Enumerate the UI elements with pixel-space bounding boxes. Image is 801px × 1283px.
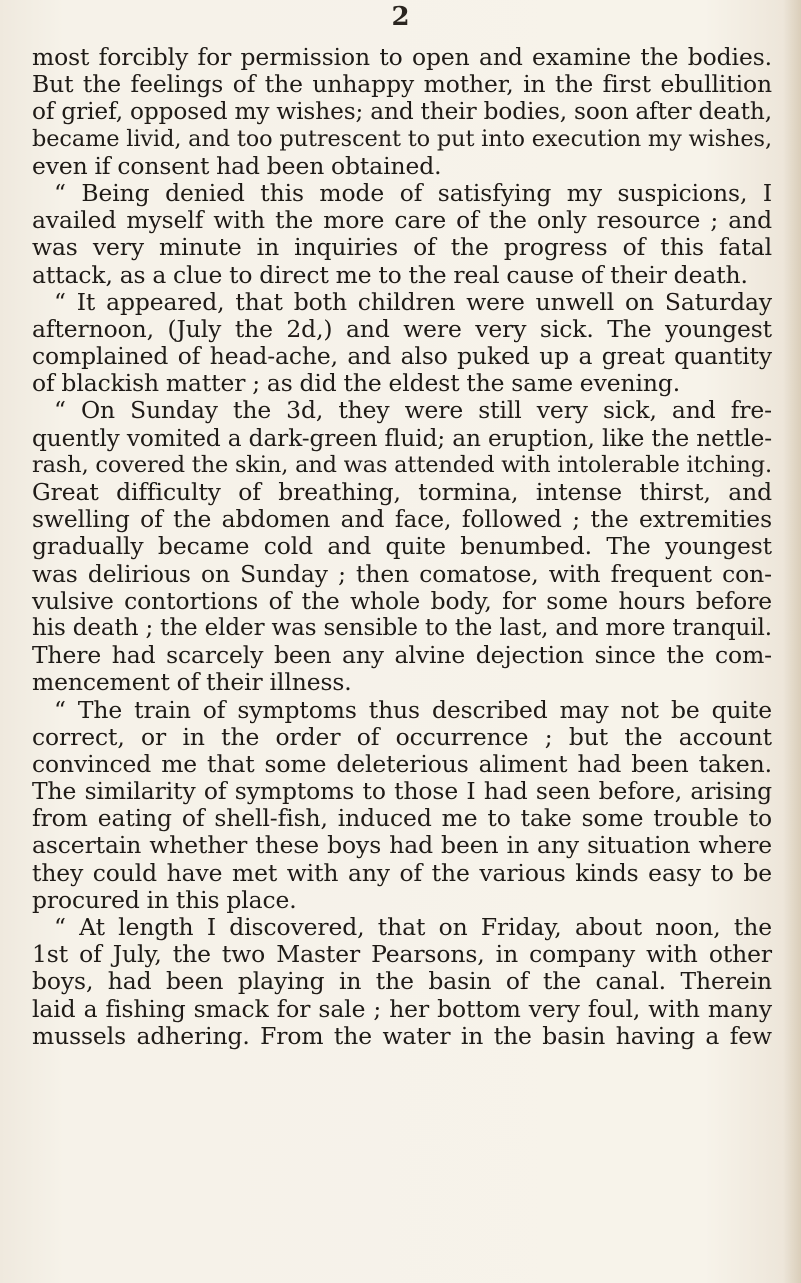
text-line: laid a fishing smack for sale ; her bottom very foul, with many (32, 994, 772, 1023)
text-line: they could have met with any of the various kinds easy to be (32, 858, 772, 887)
text-line: 1st of July, the two Master Pearsons, in company with other (32, 940, 772, 969)
text-line: convinced me that some deleterious aliment had been taken. (32, 749, 772, 778)
text-line: even if consent had been obtained. (32, 151, 442, 180)
text-line: availed myself with the more care of the only resource ; and (32, 206, 772, 235)
text-line: “ The train of symptoms thus described may not be quite (54, 695, 772, 724)
text-line: procured in this place. (32, 885, 297, 914)
text-line: rash, covered the skin, and was attended with intolerable itching. (32, 451, 772, 478)
text-line: ascertain whether these boys had been in any situation where (32, 831, 772, 860)
text-line: “ At length I discovered, that on Friday, about noon, the (54, 913, 772, 941)
body-text (32, 44, 772, 1050)
text-line: most forcibly for permission to open and examine the bodies. (32, 43, 772, 71)
text-line: But the feelings of the unhappy mother, in the first ebullition (32, 70, 772, 99)
text-line: “ Being denied this mode of satisfying my suspicions, I (54, 178, 772, 207)
text-line: boys, had been playing in the basin of the canal. Therein (32, 967, 772, 996)
text-line: mencement of their illness. (32, 668, 352, 697)
text-line: gradually became cold and quite benumbed. The youngest (32, 532, 772, 561)
text-line: attack, as a clue to direct me to the real cause of their death. (32, 260, 748, 289)
text-line: of grief, opposed my wishes; and their bodies, soon after death, (32, 98, 772, 126)
page-edge-shadow (783, 0, 801, 1283)
text-line: was very minute in inquiries of the progress of this fatal (32, 233, 772, 262)
text-line: his death ; the elder was sensible to the last, and more tranquil. (32, 614, 772, 641)
text-line: The similarity of symptoms to those I had seen before, arising (32, 777, 772, 806)
text-line: “ On Sunday the 3d, they were still very sick, and fre- (54, 396, 772, 425)
text-line: “ It appeared, that both children were unwell on Saturday (54, 287, 772, 316)
page-number: 2 (391, 2, 410, 32)
text-line: quently vomited a dark-green fluid; an eruption, like the nettle- (32, 424, 772, 452)
text-line: was delirious on Sunday ; then comatose, with frequent con- (32, 559, 772, 588)
text-line: Great difficulty of breathing, tormina, intense thirst, and (32, 478, 772, 506)
text-line: There had scarcely been any alvine dejection since the com- (32, 641, 772, 670)
text-line: complained of head-ache, and also puked up a great quantity (32, 342, 772, 371)
text-line: vulsive contortions of the whole body, for some hours before (32, 586, 772, 615)
text-line: of blackish matter ; as did the eldest the same evening. (32, 369, 681, 398)
text-line: from eating of shell-fish, induced me to take some trouble to (32, 804, 772, 833)
text-line: afternoon, (July the 2d,) and were very sick. The youngest (32, 314, 772, 343)
text-line: mussels adhering. From the water in the basin having a few (32, 1021, 772, 1050)
text-line: became livid, and too putrescent to put into execution my wishes, (32, 125, 772, 152)
text-line: swelling of the abdomen and face, followed ; the extremities (32, 505, 772, 534)
text-line: correct, or in the order of occurrence ; but the account (32, 722, 772, 751)
